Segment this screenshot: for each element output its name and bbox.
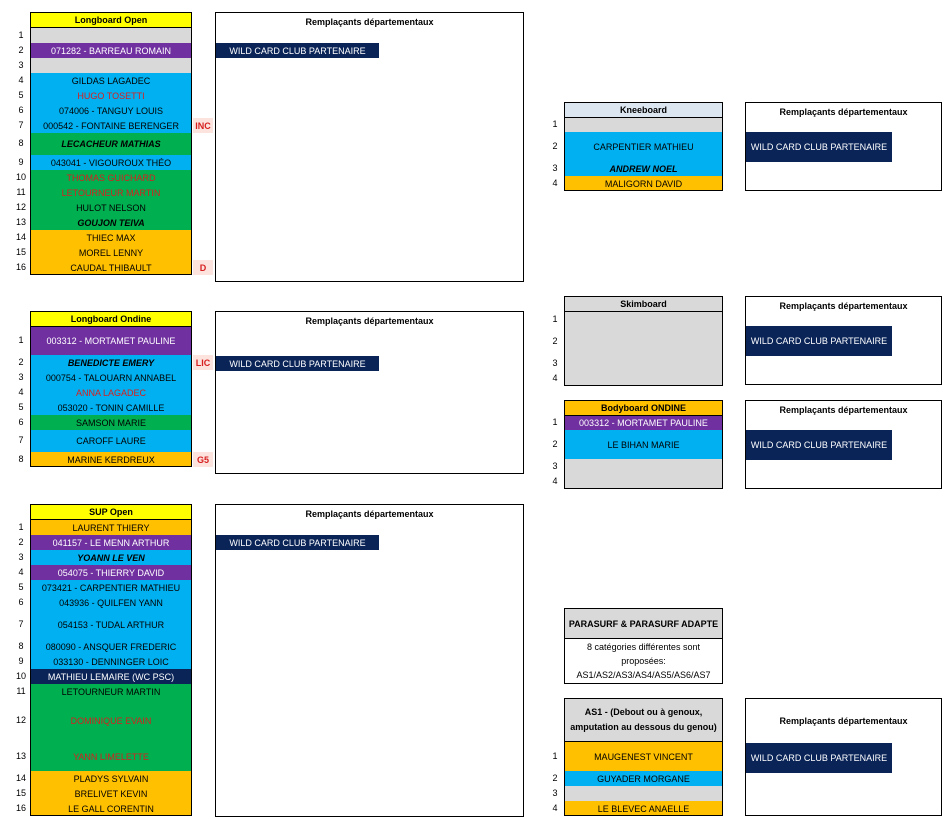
competitor-row	[564, 356, 723, 371]
competitor-row	[564, 459, 723, 474]
competitor-name: DOMINIQUE EVAIN	[70, 715, 152, 726]
status-flag: INC	[193, 118, 213, 133]
wild-card-label: WILD CARD CLUB PARTENAIRE	[216, 535, 379, 550]
rank-number: 8	[18, 640, 24, 651]
replacement-title: Remplaçants départementaux	[305, 509, 434, 519]
competitor-row	[30, 58, 192, 73]
wild-card-label: WILD CARD CLUB PARTENAIRE	[216, 356, 379, 371]
rank-number: 14	[15, 772, 26, 783]
status-flag: LIC	[193, 355, 213, 370]
rank-number: 1	[552, 119, 558, 129]
parasurf-title: PARASURF & PARASURF ADAPTE	[565, 609, 722, 639]
rank-number: 10	[15, 171, 26, 182]
rank-number: 6	[18, 104, 24, 115]
as1-title-line-1: AS1 - (Debout ou à genoux,	[584, 707, 703, 717]
competitor-row	[564, 327, 723, 356]
rank-number: 4	[18, 566, 24, 577]
parasurf-line-3: AS1/AS2/AS3/AS4/AS5/AS6/AS7	[576, 670, 711, 680]
competitor-name: BRELIVET KEVIN	[74, 788, 148, 799]
competitor-row	[564, 786, 723, 801]
competitor-name: 003312 - MORTAMET PAULINE	[579, 418, 708, 428]
rank-number: 1	[18, 29, 24, 40]
competitor-row	[30, 73, 192, 88]
competitor-name: 053020 - TONIN CAMILLE	[57, 402, 165, 413]
competitor-name: HULOT NELSON	[76, 202, 146, 213]
competitor-name: LE GALL CORENTIN	[68, 803, 154, 814]
competitor-name: GOUJON TEIVA	[77, 217, 145, 228]
competitor-row	[30, 771, 192, 786]
competitor-row	[30, 185, 192, 200]
rank-number: 13	[15, 750, 26, 761]
competitor-name: LETOURNEUR MARTIN	[61, 686, 161, 697]
competitor-name: LETOURNEUR MARTIN	[61, 187, 161, 198]
replacement-title: Remplaçants départementaux	[779, 107, 908, 117]
rank-number: 2	[18, 356, 24, 367]
rank-number: 1	[18, 521, 24, 532]
rank-number: 3	[552, 787, 558, 798]
longboard-open-title: Longboard Open	[30, 12, 192, 28]
rank-number: 3	[552, 357, 558, 368]
competitor-row	[30, 327, 192, 355]
rank-number: 6	[18, 596, 24, 607]
competitor-name: 000542 - FONTAINE BERENGER	[43, 120, 179, 131]
replacement-title: Remplaçants départementaux	[779, 405, 908, 415]
competitor-row	[30, 415, 192, 430]
competitor-name: YANN LIMELETTE	[73, 751, 149, 762]
rank-number: 10	[15, 670, 26, 681]
competitor-name: BENEDICTE EMERY	[67, 357, 155, 368]
parasurf-info-box	[564, 608, 723, 684]
rank-number: 3	[552, 460, 558, 471]
rank-number: 16	[15, 261, 26, 272]
as1-title	[564, 698, 723, 742]
replacement-title: Remplaçants départementaux	[305, 17, 434, 27]
replacement-panel-kneeboard	[745, 102, 942, 191]
competitor-row	[564, 161, 723, 176]
replacement-title: Remplaçants départementaux	[779, 301, 908, 311]
rank-number: 7	[18, 119, 24, 130]
rank-number: 4	[18, 74, 24, 85]
rank-number: 6	[18, 416, 24, 427]
rank-number: 2	[552, 140, 558, 151]
competitor-name: SAMSON MARIE	[75, 417, 146, 428]
competitor-row	[30, 699, 192, 742]
competitor-name: 054075 - THIERRY DAVID	[57, 567, 165, 578]
rank-number: 13	[15, 216, 26, 227]
wild-card-label: WILD CARD CLUB PARTENAIRE	[746, 326, 892, 356]
competitor-name: LAURENT THIERY	[72, 522, 150, 533]
rank-number: 3	[18, 371, 24, 382]
rank-number: 1	[552, 417, 558, 427]
competitor-row	[30, 565, 192, 580]
rank-number: 1	[18, 335, 24, 345]
competitor-row	[30, 400, 192, 415]
competitor-row	[30, 170, 192, 185]
rank-number: 2	[18, 44, 24, 55]
replacement-panel-as1	[745, 698, 942, 816]
wild-card-label: WILD CARD CLUB PARTENAIRE	[746, 743, 892, 773]
competitor-row	[30, 133, 192, 155]
rank-number: 5	[18, 581, 24, 592]
competitor-row	[564, 312, 723, 327]
rank-number: 2	[18, 536, 24, 547]
competitor-row	[30, 385, 192, 400]
competitor-name: MARINE KERDREUX	[67, 454, 155, 465]
competitor-row	[30, 550, 192, 565]
competitor-row	[30, 654, 192, 669]
competitor-row	[30, 88, 192, 103]
rank-number: 3	[18, 551, 24, 562]
rank-number: 5	[18, 89, 24, 100]
competitor-name: GILDAS LAGADEC	[71, 75, 151, 86]
rank-number: 7	[18, 435, 24, 445]
wild-card-label: WILD CARD CLUB PARTENAIRE	[746, 430, 892, 460]
competitor-name: 003312 - MORTAMET PAULINE	[46, 336, 176, 346]
rank-number: 2	[552, 772, 558, 783]
skimboard-title: Skimboard	[564, 296, 723, 312]
replacement-panel-sup-open	[215, 504, 524, 817]
kneeboard-title: Kneeboard	[564, 102, 723, 118]
rank-number: 4	[18, 386, 24, 397]
rank-number: 4	[552, 475, 558, 486]
rank-number: 8	[18, 453, 24, 464]
competitor-row	[30, 155, 192, 170]
rank-number: 9	[18, 156, 24, 167]
competitor-row	[30, 200, 192, 215]
rank-number: 2	[552, 438, 558, 449]
replacement-title: Remplaçants départementaux	[305, 316, 434, 326]
competitor-name: 041157 - LE MENN ARTHUR	[52, 537, 170, 548]
competitor-row	[564, 118, 723, 132]
competitor-row	[30, 43, 192, 58]
competitor-row	[30, 610, 192, 639]
competitor-row	[30, 103, 192, 118]
competitor-row	[30, 639, 192, 654]
replacement-title: Remplaçants départementaux	[779, 716, 908, 726]
competitor-row	[30, 260, 192, 275]
rank-number: 9	[18, 655, 24, 666]
rank-number: 4	[552, 177, 558, 188]
competitor-row	[30, 245, 192, 260]
competitor-row	[564, 176, 723, 191]
competitor-name: 054153 - TUDAL ARTHUR	[57, 619, 165, 630]
competitor-name: LE BIHAN MARIE	[607, 439, 680, 450]
competitor-row	[30, 684, 192, 699]
competitor-name: LECACHEUR MATHIAS	[61, 139, 161, 149]
competitor-name: YOANN LE VEN	[77, 552, 145, 563]
replacement-panel-longboard-open	[215, 12, 524, 282]
rank-number: 3	[18, 59, 24, 70]
competitor-name: LE BLEVEC ANAELLE	[597, 803, 690, 814]
competitor-row	[30, 801, 192, 816]
rank-number: 1	[552, 750, 558, 761]
rank-number: 12	[15, 201, 26, 212]
competitor-name: 071282 - BARREAU ROMAIN	[50, 45, 172, 56]
competitor-row	[564, 801, 723, 816]
competitor-name: 080090 - ANSQUER FREDERIC	[45, 641, 177, 652]
competitor-row	[30, 452, 192, 467]
competitor-row	[30, 742, 192, 771]
rank-number: 3	[552, 162, 558, 173]
rank-number: 4	[552, 802, 558, 813]
competitor-row	[30, 786, 192, 801]
competitor-name: MALIGORN DAVID	[604, 178, 683, 189]
competitor-name: PLADYS SYLVAIN	[73, 773, 149, 784]
competitor-name: THOMAS GUICHARD	[66, 172, 156, 183]
competitor-row	[564, 430, 723, 459]
competitor-name: CAROFF LAURE	[76, 436, 146, 446]
competitor-name: HUGO TOSETTI	[77, 90, 145, 101]
rank-number: 11	[16, 186, 26, 197]
competitor-row	[564, 416, 723, 430]
competitor-row	[30, 520, 192, 535]
wild-card-label: WILD CARD CLUB PARTENAIRE	[216, 43, 379, 58]
competitor-row	[30, 595, 192, 610]
replacement-panel-bodyboard-ondine	[745, 400, 942, 489]
as1-title-line-2: amputation au dessous du genou)	[570, 722, 717, 732]
competitor-row	[30, 669, 192, 684]
bodyboard-ondine-title: Bodyboard ONDINE	[564, 400, 723, 416]
rank-number: 5	[18, 401, 24, 412]
competitor-name: MOREL LENNY	[78, 247, 144, 258]
rank-number: 16	[15, 802, 26, 813]
rank-number: 2	[552, 335, 558, 346]
competitor-name: MAUGENEST VINCENT	[594, 751, 693, 762]
competitor-row	[30, 28, 192, 43]
competitor-name: GUYADER MORGANE	[597, 773, 690, 784]
longboard-ondine-title: Longboard Ondine	[30, 311, 192, 327]
competitor-name: 073421 - CARPENTIER MATHIEU	[41, 582, 181, 593]
rank-number: 14	[15, 231, 26, 242]
rank-number: 8	[18, 138, 24, 148]
rank-number: 12	[15, 714, 26, 725]
competitor-name: CAUDAL THIBAULT	[70, 262, 152, 273]
competitor-name: THIEC MAX	[86, 232, 136, 243]
competitor-row	[30, 355, 192, 370]
competitor-row	[564, 132, 723, 161]
replacement-panel-longboard-ondine	[215, 311, 524, 474]
competitor-name: ANDREW NOEL	[609, 163, 678, 174]
competitor-name: 043041 - VIGOUROUX THÉO	[50, 157, 172, 168]
competitor-row	[30, 370, 192, 385]
competitor-name: 043936 - QUILFEN YANN	[59, 597, 163, 608]
rank-number: 1	[552, 313, 558, 324]
rank-number: 15	[15, 246, 26, 257]
competitor-row	[30, 535, 192, 550]
competitor-row	[30, 215, 192, 230]
competitor-name: 000754 - TALOUARN ANNABEL	[45, 372, 177, 383]
competitor-row	[30, 580, 192, 595]
competitor-name: 033130 - DENNINGER LOIC	[53, 656, 169, 667]
status-flag: D	[193, 260, 213, 275]
status-flag: G5	[193, 452, 213, 467]
parasurf-line-1: 8 catégories différentes sont	[587, 642, 700, 652]
competitor-row	[30, 230, 192, 245]
competitor-name: 074006 - TANGUY LOUIS	[58, 105, 164, 116]
competitor-row	[564, 474, 723, 489]
competitor-name: CARPENTIER MATHIEU	[593, 141, 694, 152]
competitor-name: MATHIEU LEMAIRE (WC PSC)	[47, 671, 175, 682]
rank-number: 4	[552, 372, 558, 383]
competitor-row	[30, 430, 192, 452]
competitor-row	[564, 742, 723, 771]
sup-open-title: SUP Open	[30, 504, 192, 520]
competitor-row	[564, 371, 723, 386]
competitor-row	[30, 118, 192, 133]
rank-number: 15	[15, 787, 26, 798]
competitor-row	[564, 771, 723, 786]
replacement-panel-skimboard	[745, 296, 942, 385]
wild-card-label: WILD CARD CLUB PARTENAIRE	[746, 132, 892, 162]
rank-number: 11	[16, 685, 26, 696]
rank-number: 7	[18, 618, 24, 629]
parasurf-line-2: proposées:	[621, 656, 666, 666]
competitor-name: ANNA LAGADEC	[75, 387, 147, 398]
